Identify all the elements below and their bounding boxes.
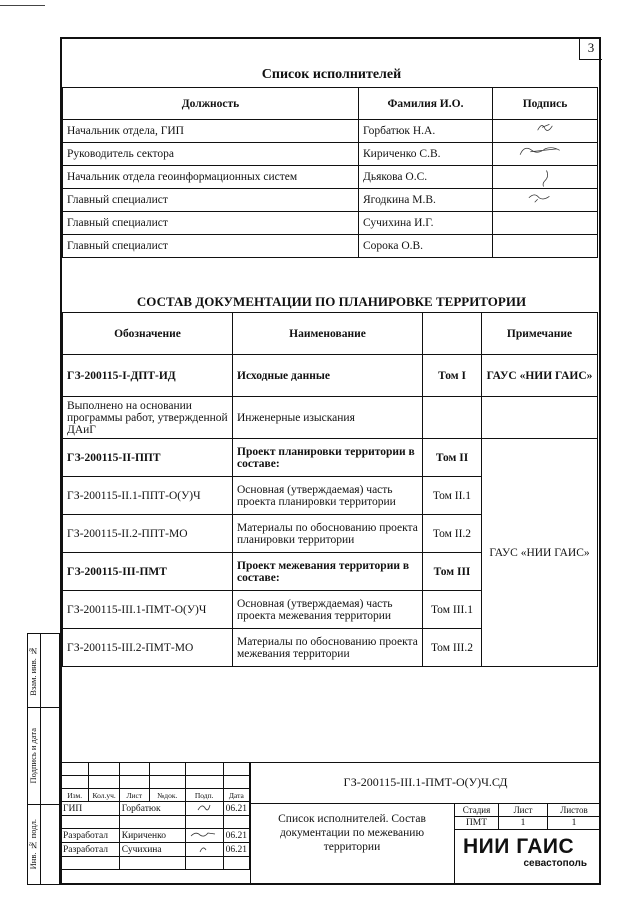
- stamp-role: Разработал: [61, 829, 120, 843]
- sheet-number: 3: [579, 37, 602, 60]
- stamp-date: 06.21: [223, 843, 249, 857]
- stamp-signature: [185, 829, 223, 843]
- performers-title: Список исполнителей: [261, 67, 402, 82]
- stamp-col-doc: №док.: [149, 789, 185, 802]
- stamp-sheet-header: Лист: [499, 804, 548, 817]
- stamp-col-izm: Изм.: [61, 789, 89, 802]
- stamp-sheet: 1: [499, 817, 548, 830]
- performer-position: Начальник отдела, ГИП: [63, 120, 359, 143]
- stamp-signature: [185, 843, 223, 857]
- doc-volume: Том II.2: [423, 515, 482, 553]
- doc-title: Инженерные изыскания: [233, 397, 423, 439]
- side-label-replace: Взам. инв. №: [28, 645, 38, 696]
- org-name: НИИ ГАИС: [463, 835, 575, 858]
- performer-row: [63, 166, 598, 189]
- col-header-note: Примечание: [482, 313, 598, 355]
- performer-signature: [493, 235, 598, 258]
- col-header-name: Фамилия И.О.: [359, 88, 493, 120]
- performer-name: Кириченко С.В.: [359, 143, 493, 166]
- stamp-date: 06.21: [223, 829, 249, 843]
- stamp-person: Горбатюк: [119, 802, 185, 816]
- side-label-sign-date: Подпись и дата: [28, 728, 38, 784]
- composition-table: [62, 312, 598, 667]
- performer-row: [63, 143, 598, 166]
- doc-title: Проект планировки территории в составе:: [233, 439, 423, 477]
- org-logo: [463, 836, 593, 869]
- performer-row: [63, 189, 598, 212]
- doc-volume: Том III: [423, 553, 482, 591]
- doc-code: ГЗ-200115-III-ПМТ: [63, 553, 233, 591]
- doc-volume: Том III.1: [423, 591, 482, 629]
- doc-code: ГЗ-200115-III.2-ПМТ-МО: [63, 629, 233, 667]
- doc-title: Проект межевания территории в составе:: [233, 553, 423, 591]
- performer-position: Главный специалист: [63, 212, 359, 235]
- stamp-col-sign: Подп.: [185, 789, 223, 802]
- composition-row: [63, 355, 598, 397]
- performers-table: [62, 87, 598, 258]
- performer-name: Сорока О.В.: [359, 235, 493, 258]
- stamp-role: Разработал: [61, 843, 120, 857]
- performer-signature: [493, 189, 598, 212]
- doc-volume: [423, 397, 482, 439]
- performer-position: Главный специалист: [63, 189, 359, 212]
- stamp-stage-header: Стадия: [455, 804, 499, 817]
- composition-row: [63, 439, 598, 477]
- performer-signature: [493, 166, 598, 189]
- doc-code: ГЗ-200115-II.2-ППТ-МО: [63, 515, 233, 553]
- performer-signature: [493, 120, 598, 143]
- doc-title: Исходные данные: [233, 355, 423, 397]
- doc-volume: Том II.1: [423, 477, 482, 515]
- performer-position: Главный специалист: [63, 235, 359, 258]
- performer-name: Горбатюк Н.А.: [359, 120, 493, 143]
- col-header-title: Наименование: [233, 313, 423, 355]
- org-city: севастополь: [523, 858, 587, 869]
- stamp-date: 06.21: [223, 802, 249, 816]
- stamp-person: Сучихина: [119, 843, 185, 857]
- stamp-person: Кириченко: [119, 829, 185, 843]
- doc-note: ГАУС «НИИ ГАИС»: [482, 355, 598, 397]
- col-header-code: Обозначение: [63, 313, 233, 355]
- stamp-signature: [185, 802, 223, 816]
- col-header-signature: Подпись: [493, 88, 598, 120]
- doc-volume: Том II: [423, 439, 482, 477]
- stamp-col-list: Лист: [119, 789, 149, 802]
- composition-row: [63, 397, 598, 439]
- stamp-stage-table: [454, 803, 601, 830]
- col-header-position: Должность: [63, 88, 359, 120]
- doc-title: Материалы по обоснованию проекта планировки территории: [233, 515, 423, 553]
- performer-row: [63, 235, 598, 258]
- doc-title: Основная (утверждаемая) часть проекта планировки территории: [233, 477, 423, 515]
- performer-row: [63, 120, 598, 143]
- performer-signature: [493, 143, 598, 166]
- performer-name: Дьякова О.С.: [359, 166, 493, 189]
- doc-code: ГЗ-200115-II.1-ППТ-О(У)Ч: [63, 477, 233, 515]
- stamp-doc-title: Список исполнителей. Состав документации по межеванию территории: [278, 813, 426, 853]
- doc-title: Материалы по обоснованию проекта межевания территории: [233, 629, 423, 667]
- doc-code: ГЗ-200115-III.1-ПМТ-О(У)Ч: [63, 591, 233, 629]
- doc-code: Выполнено на основании программы работ, утвержденной ДАиГ: [63, 397, 233, 439]
- stamp-col-date: Дата: [223, 789, 249, 802]
- performer-position: Начальник отдела геоинформационных систем: [63, 166, 359, 189]
- doc-volume: Том I: [423, 355, 482, 397]
- performer-position: Руководитель сектора: [63, 143, 359, 166]
- stamp-stage: ПМТ: [455, 817, 499, 830]
- performer-name: Сучихина И.Г.: [359, 212, 493, 235]
- side-strip: [27, 633, 60, 885]
- col-header-volume: [423, 313, 482, 355]
- performer-name: Ягодкина М.В.: [359, 189, 493, 212]
- doc-code: ГЗ-200115-II-ППТ: [63, 439, 233, 477]
- stamp-sheets-header: Листов: [548, 804, 601, 817]
- doc-code: ГЗ-200115-I-ДПТ-ИД: [63, 355, 233, 397]
- doc-note-empty: [482, 397, 598, 439]
- scan-mark: [0, 5, 45, 6]
- stamp-col-kol: Кол.уч.: [89, 789, 119, 802]
- doc-title: Основная (утверждаемая) часть проекта межевания территории: [233, 591, 423, 629]
- composition-title: СОСТАВ ДОКУМЕНТАЦИИ ПО ПЛАНИРОВКЕ ТЕРРИТОРИИ: [136, 294, 527, 309]
- stamp-sheets: 1: [548, 817, 601, 830]
- performer-row: [63, 212, 598, 235]
- side-label-inv: Инв. № подл.: [28, 819, 38, 870]
- stamp-changes-table: [60, 762, 250, 870]
- doc-note: ГАУС «НИИ ГАИС»: [482, 439, 598, 667]
- stamp-role: ГИП: [61, 802, 120, 816]
- stamp-doc-code: ГЗ-200115-III.1-ПМТ-О(У)Ч.СД: [343, 775, 508, 789]
- performer-signature: [493, 212, 598, 235]
- doc-volume: Том III.2: [423, 629, 482, 667]
